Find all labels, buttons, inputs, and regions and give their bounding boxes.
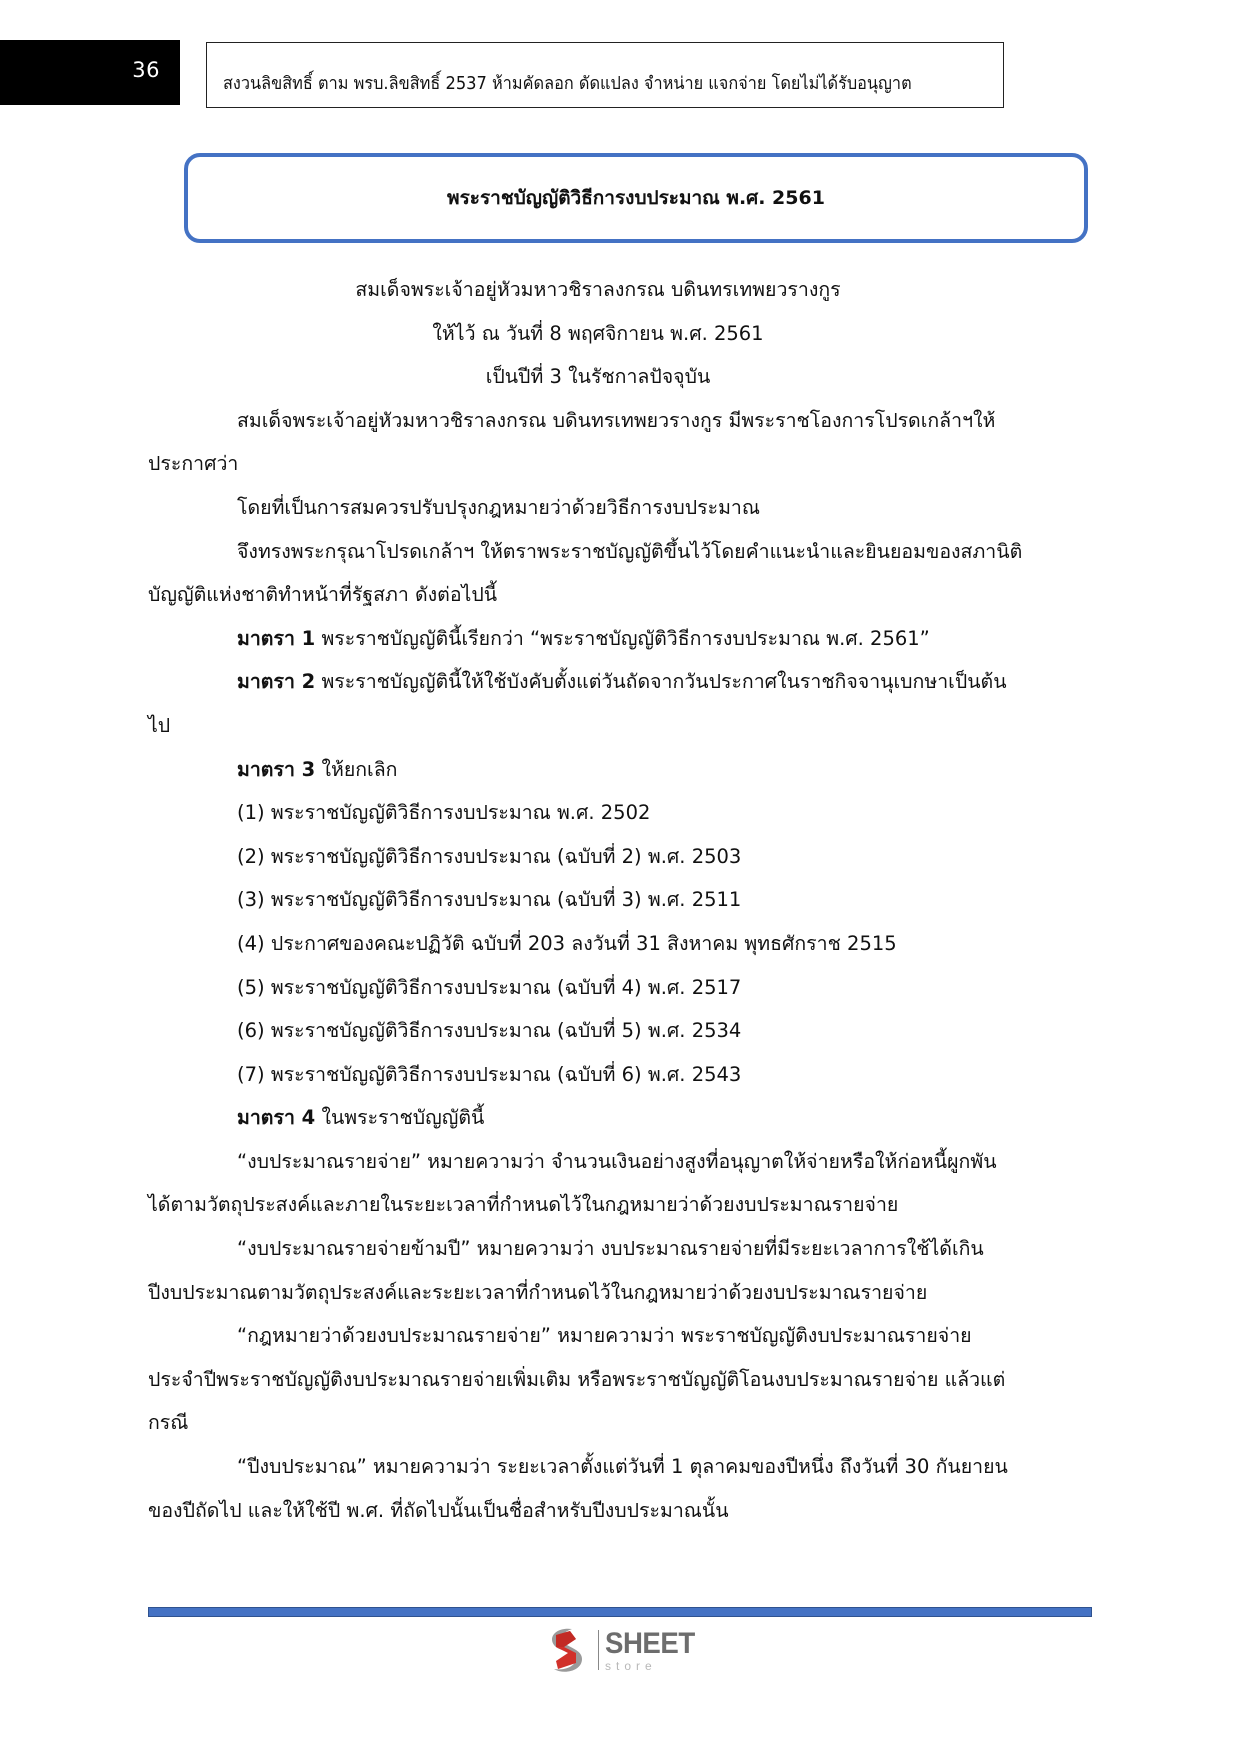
definition-budget-expenditure: “งบประมาณรายจ่าย” หมายความว่า จำนวนเงินอย่างสูงที่อนุญาตให้จ่ายหรือให้ก่อหนี้ผูกพัน bbox=[237, 1149, 997, 1173]
preamble-reign: เป็นปีที่ 3 ในรัชกาลปัจจุบัน bbox=[485, 365, 711, 389]
definition-multiyear-budget-cont: ปีงบประมาณตามวัตถุประสงค์และระยะเวลาที่กำหนดไว้ในกฎหมายว่าด้วยงบประมาณรายจ่าย bbox=[148, 1280, 928, 1304]
definition-budget-expenditure-cont: ได้ตามวัตถุประสงค์และภายในระยะเวลาที่กำหนดไว้ในกฎหมายว่าด้วยงบประมาณรายจ่าย bbox=[148, 1193, 899, 1217]
preamble-date: ให้ไว้ ณ วันที่ 8 พฤศจิกายน พ.ศ. 2561 bbox=[432, 321, 764, 345]
section-4-text: ในพระราชบัญญัตินี้ bbox=[315, 1106, 485, 1130]
definition-budget-law-cont2: กรณี bbox=[148, 1411, 189, 1435]
section-4 bbox=[148, 1096, 1048, 1140]
repealed-item-1: (1) พระราชบัญญัติวิธีการงบประมาณ พ.ศ. 2502 bbox=[237, 801, 651, 825]
repealed-item-6: (6) พระราชบัญญัติวิธีการงบประมาณ (ฉบับที่ 5) พ.ศ. 2534 bbox=[237, 1019, 742, 1043]
repealed-item-4: (4) ประกาศของคณะปฏิวัติ ฉบับที่ 203 ลงวันที่ 31 สิงหาคม พุทธศักราช 2515 bbox=[237, 931, 897, 955]
paragraph-enactment-cont: บัญญัติแห่งชาติทำหน้าที่รัฐสภา ดังต่อไปนี้ bbox=[148, 583, 498, 607]
sheet-store-logo-icon bbox=[542, 1625, 592, 1675]
section-3 bbox=[148, 748, 1048, 792]
repealed-item-2: (2) พระราชบัญญัติวิธีการงบประมาณ (ฉบับที่ 2) พ.ศ. 2503 bbox=[237, 844, 742, 868]
section-3-label: มาตรา 3 bbox=[237, 757, 316, 781]
document-body bbox=[148, 268, 1048, 1532]
definition-budget-law-cont: ประจำปีพระราชบัญญัติงบประมาณรายจ่ายเพิ่มเติม หรือพระราชบัญญัติโอนงบประมาณรายจ่าย แล้วแต่ bbox=[148, 1367, 1006, 1391]
logo-wordmark bbox=[605, 1626, 703, 1673]
section-2 bbox=[148, 660, 1048, 704]
paragraph-enactment: จึงทรงพระกรุณาโปรดเกล้าฯ ให้ตราพระราชบัญญัติขึ้นไว้โดยคำแนะนำและยินยอมของสภานิติ bbox=[237, 539, 1023, 563]
page-number-block bbox=[0, 40, 180, 105]
paragraph-proclamation-cont: ประกาศว่า bbox=[148, 452, 239, 476]
definition-fiscal-year: “ปีงบประมาณ” หมายความว่า ระยะเวลาตั้งแต่วันที่ 1 ตุลาคมของปีหนึ่ง ถึงวันที่ 30 กันยายน bbox=[237, 1455, 1008, 1479]
repealed-item-3: (3) พระราชบัญญัติวิธีการงบประมาณ (ฉบับที่ 3) พ.ศ. 2511 bbox=[237, 888, 742, 912]
repealed-item-5: (5) พระราชบัญญัติวิธีการงบประมาณ (ฉบับที่ 4) พ.ศ. 2517 bbox=[237, 975, 742, 999]
document-title: พระราชบัญญัติวิธีการงบประมาณ พ.ศ. 2561 bbox=[447, 187, 825, 209]
paragraph-proclamation: สมเด็จพระเจ้าอยู่หัวมหาวชิราลงกรณ บดินทรเทพยวรางกูร มีพระราชโองการโปรดเกล้าฯให้ bbox=[237, 408, 996, 432]
document-title-frame bbox=[184, 153, 1088, 243]
section-2-text: พระราชบัญญัตินี้ให้ใช้บังคับตั้งแต่วันถัดจากวันประกาศในราชกิจจานุเบกษาเป็นต้น bbox=[315, 670, 1007, 694]
copyright-notice-box bbox=[206, 42, 1004, 108]
definition-fiscal-year-cont: ของปีถัดไป และให้ใช้ปี พ.ศ. ที่ถัดไปนั้นเป็นชื่อสำหรับปีงบประมาณนั้น bbox=[148, 1498, 729, 1522]
section-3-text: ให้ยกเลิก bbox=[315, 757, 398, 781]
section-1 bbox=[148, 617, 1048, 661]
page-number: 36 bbox=[132, 58, 160, 82]
definition-multiyear-budget: “งบประมาณรายจ่ายข้ามปี” หมายความว่า งบประมาณรายจ่ายที่มีระยะเวลาการใช้ได้เกิน bbox=[237, 1237, 984, 1261]
repealed-item-7: (7) พระราชบัญญัติวิธีการงบประมาณ (ฉบับที่ 6) พ.ศ. 2543 bbox=[237, 1062, 742, 1086]
section-2-label: มาตรา 2 bbox=[237, 670, 316, 694]
section-2-cont: ไป bbox=[148, 713, 171, 737]
logo-brand-text: SHEET bbox=[605, 1626, 695, 1660]
definition-budget-law: “กฎหมายว่าด้วยงบประมาณรายจ่าย” หมายความว่า พระราชบัญญัติงบประมาณรายจ่าย bbox=[237, 1324, 972, 1348]
logo-divider bbox=[598, 1630, 599, 1670]
section-1-label: มาตรา 1 bbox=[237, 626, 316, 650]
footer-divider-bar bbox=[148, 1607, 1092, 1617]
logo-sub-text: store bbox=[605, 1658, 657, 1673]
section-4-label: มาตรา 4 bbox=[237, 1106, 316, 1130]
sheet-store-logo bbox=[542, 1625, 703, 1675]
paragraph-reason: โดยที่เป็นการสมควรปรับปรุงกฎหมายว่าด้วยวิธีการงบประมาณ bbox=[237, 495, 760, 519]
section-1-text: พระราชบัญญัตินี้เรียกว่า “พระราชบัญญัติวิธีการงบประมาณ พ.ศ. 2561” bbox=[315, 626, 930, 650]
preamble-king: สมเด็จพระเจ้าอยู่หัวมหาวชิราลงกรณ บดินทรเทพยวรางกูร bbox=[355, 278, 841, 301]
copyright-notice: สงวนลิขสิทธิ์ ตาม พรบ.ลิขสิทธิ์ 2537 ห้ามคัดลอก ดัดแปลง จำหน่าย แจกจ่าย โดยไม่ได้รับอนุญาต bbox=[223, 74, 912, 94]
